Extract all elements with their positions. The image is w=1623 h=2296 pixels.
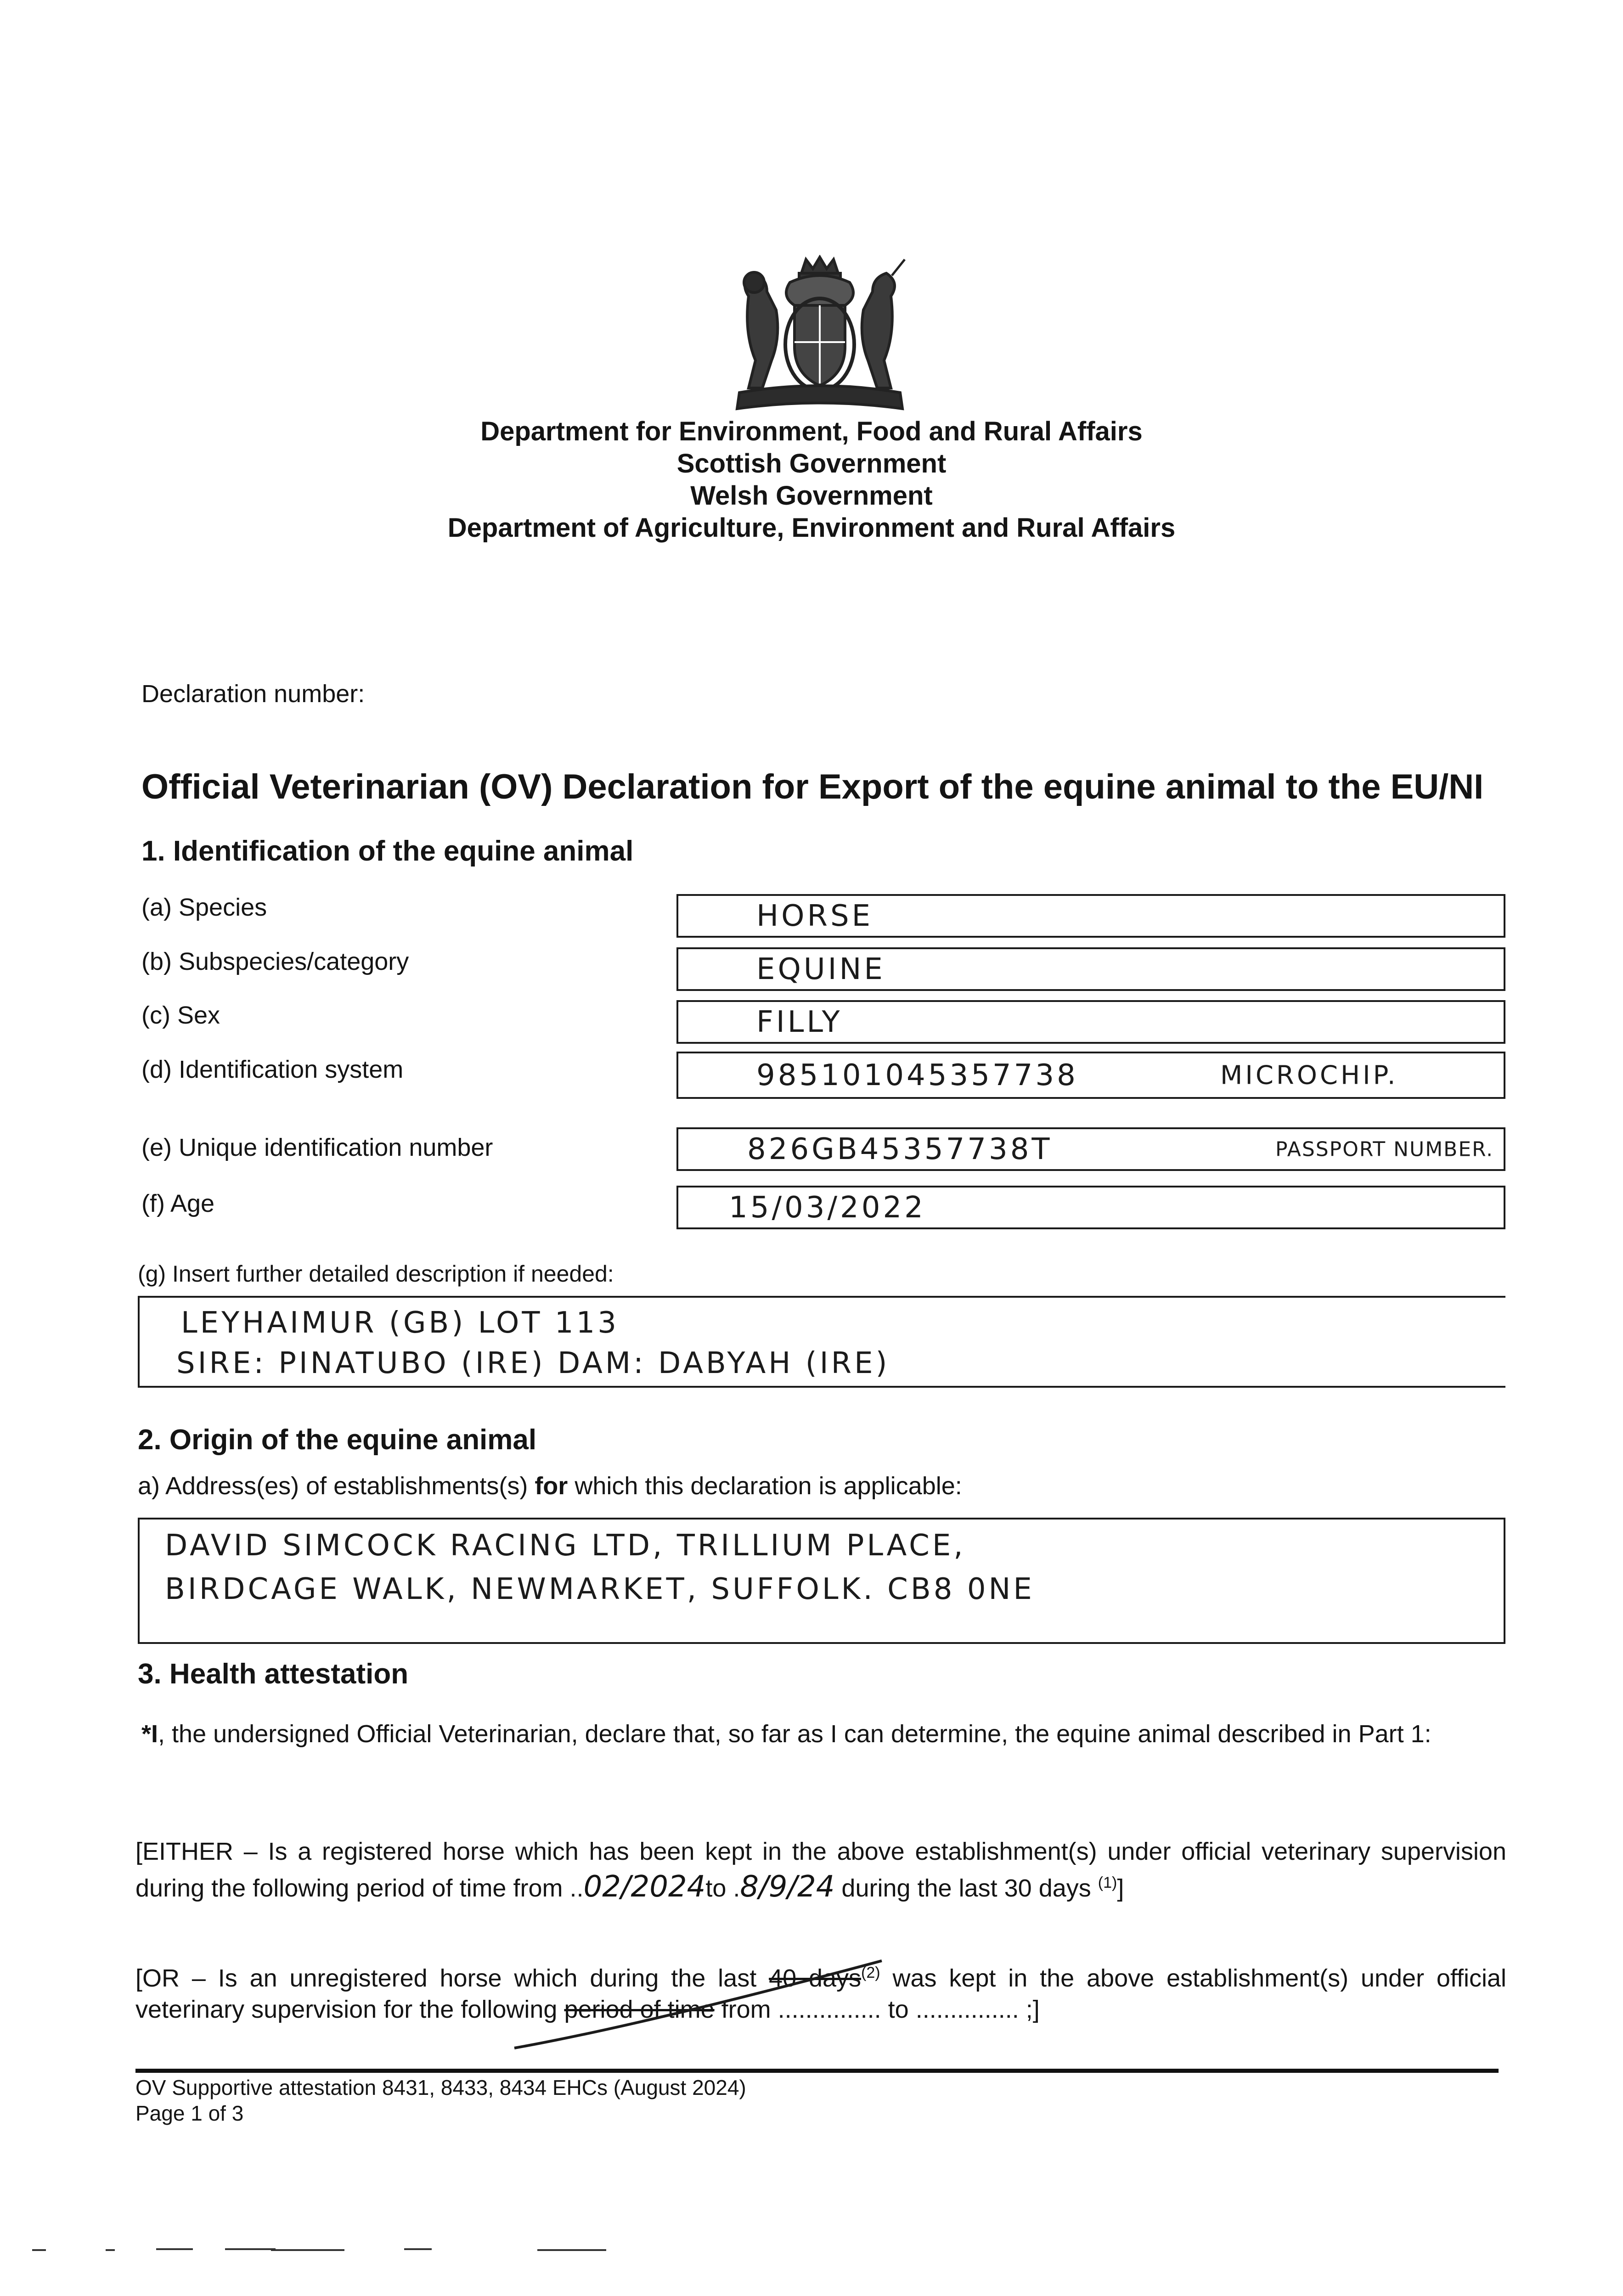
sex-value: FILLY — [756, 1005, 843, 1039]
establishment-label — [138, 1472, 962, 1500]
either-to-date: 8/9/24 — [740, 1870, 835, 1904]
address-line-1: DAVID SIMCOCK RACING LTD, TRILLIUM PLACE, — [165, 1529, 966, 1563]
department-daera: Department of Agriculture, Environment and Rural Affairs — [447, 513, 1176, 543]
either-text-3: during the last 30 days — [834, 1874, 1098, 1902]
intro-mark: *I — [141, 1720, 158, 1748]
field-label-sex: (c) Sex — [141, 1002, 220, 1029]
species-value: HORSE — [756, 899, 873, 933]
subspecies-field[interactable] — [676, 947, 1505, 991]
subspecies-value: EQUINE — [756, 952, 885, 986]
or-text-3: from ............... to ............... ;] — [714, 1996, 1040, 2023]
footer — [135, 2075, 746, 2126]
sex-field[interactable] — [676, 1000, 1505, 1044]
unique-id-field[interactable] — [676, 1127, 1505, 1171]
establishment-address-box[interactable] — [138, 1518, 1505, 1644]
department-scottish-government: Scottish Government — [676, 449, 947, 478]
or-footnote: (2) — [861, 1964, 880, 1981]
establishment-label-prefix: a) Address(es) of establishments(s) — [138, 1472, 535, 1500]
scan-mark — [271, 2249, 344, 2251]
establishment-label-suffix: which this declaration is applicable: — [568, 1472, 962, 1500]
description-label: (g) Insert further detailed description if needed: — [138, 1261, 614, 1287]
either-clause — [135, 1836, 1506, 1904]
scan-mark — [404, 2248, 432, 2250]
footer-page-number: Page 1 of 3 — [135, 2101, 244, 2125]
identification-system-note: MICROCHIP. — [1220, 1060, 1398, 1090]
scan-mark — [225, 2248, 276, 2250]
scan-mark — [537, 2249, 606, 2251]
intro-text: , the undersigned Official Veterinarian, declare that, so far as I can determine, the equine animal described in Part 1: — [158, 1720, 1431, 1748]
scan-mark — [106, 2249, 115, 2251]
section2-heading: 2. Origin of the equine animal — [138, 1424, 537, 1456]
field-label-species: (a) Species — [141, 894, 267, 921]
or-clause-strike-line — [505, 1956, 896, 2057]
unique-id-value: 826GB45357738T — [747, 1132, 1053, 1166]
declaration-number-label: Declaration number: — [141, 680, 365, 708]
department-defra: Department for Environment, Food and Rural Affairs — [480, 416, 1143, 446]
either-footnote: (1) — [1098, 1874, 1117, 1891]
description-box[interactable] — [138, 1296, 1505, 1388]
health-attestation-intro — [141, 1718, 1505, 1750]
scan-mark — [32, 2249, 46, 2251]
scan-mark — [156, 2248, 193, 2250]
royal-coat-of-arms-icon — [721, 255, 919, 416]
page-title: Official Veterinarian (OV) Declaration for Export of the equine animal to the EU/NI — [141, 767, 1484, 806]
department-welsh-government: Welsh Government — [690, 481, 933, 511]
description-line-1: LEYHAIMUR (GB) LOT 113 — [181, 1306, 619, 1340]
identification-system-field[interactable] — [676, 1052, 1505, 1099]
either-close: ] — [1117, 1874, 1124, 1902]
field-label-unique-id: (e) Unique identification number — [141, 1134, 493, 1161]
or-text-2: was kept in the above establishment(s) under official veterinary supervision for the following — [135, 1964, 1507, 2023]
or-struck-days: 40 days — [769, 1964, 862, 1992]
footer-reference: OV Supportive attestation 8431, 8433, 8434 EHCs (August 2024) — [135, 2076, 746, 2099]
or-struck-period: period of time — [564, 1996, 715, 2023]
address-line-2: BIRDCAGE WALK, NEWMARKET, SUFFOLK. CB8 0NE — [165, 1572, 1035, 1606]
either-from-date: 02/2024 — [583, 1870, 706, 1904]
age-field[interactable] — [676, 1186, 1505, 1229]
footer-rule — [135, 2069, 1499, 2073]
department-header — [0, 416, 1623, 544]
establishment-label-for: for — [535, 1472, 568, 1500]
field-label-subspecies: (b) Subspecies/category — [141, 948, 409, 975]
description-line-2: SIRE: PINATUBO (IRE) DAM: DABYAH (IRE) — [176, 1346, 890, 1380]
field-label-identification-system: (d) Identification system — [141, 1056, 404, 1083]
or-text-1: [OR – Is an unregistered horse which during the last — [135, 1964, 769, 1992]
field-label-age: (f) Age — [141, 1190, 215, 1217]
section1-heading: 1. Identification of the equine animal — [141, 835, 634, 867]
either-text-1: [EITHER – Is a registered horse which has been kept in the above establishment(s) under official veterinary supervision during the following period of time from .. — [135, 1838, 1506, 1902]
species-field[interactable] — [676, 894, 1505, 938]
age-value: 15/03/2022 — [729, 1190, 926, 1225]
section3-heading: 3. Health attestation — [138, 1658, 409, 1690]
unique-id-note: PASSPORT NUMBER. — [1275, 1137, 1494, 1161]
identification-system-value: 985101045357738 — [756, 1058, 1078, 1092]
either-text-2: to . — [705, 1874, 740, 1902]
